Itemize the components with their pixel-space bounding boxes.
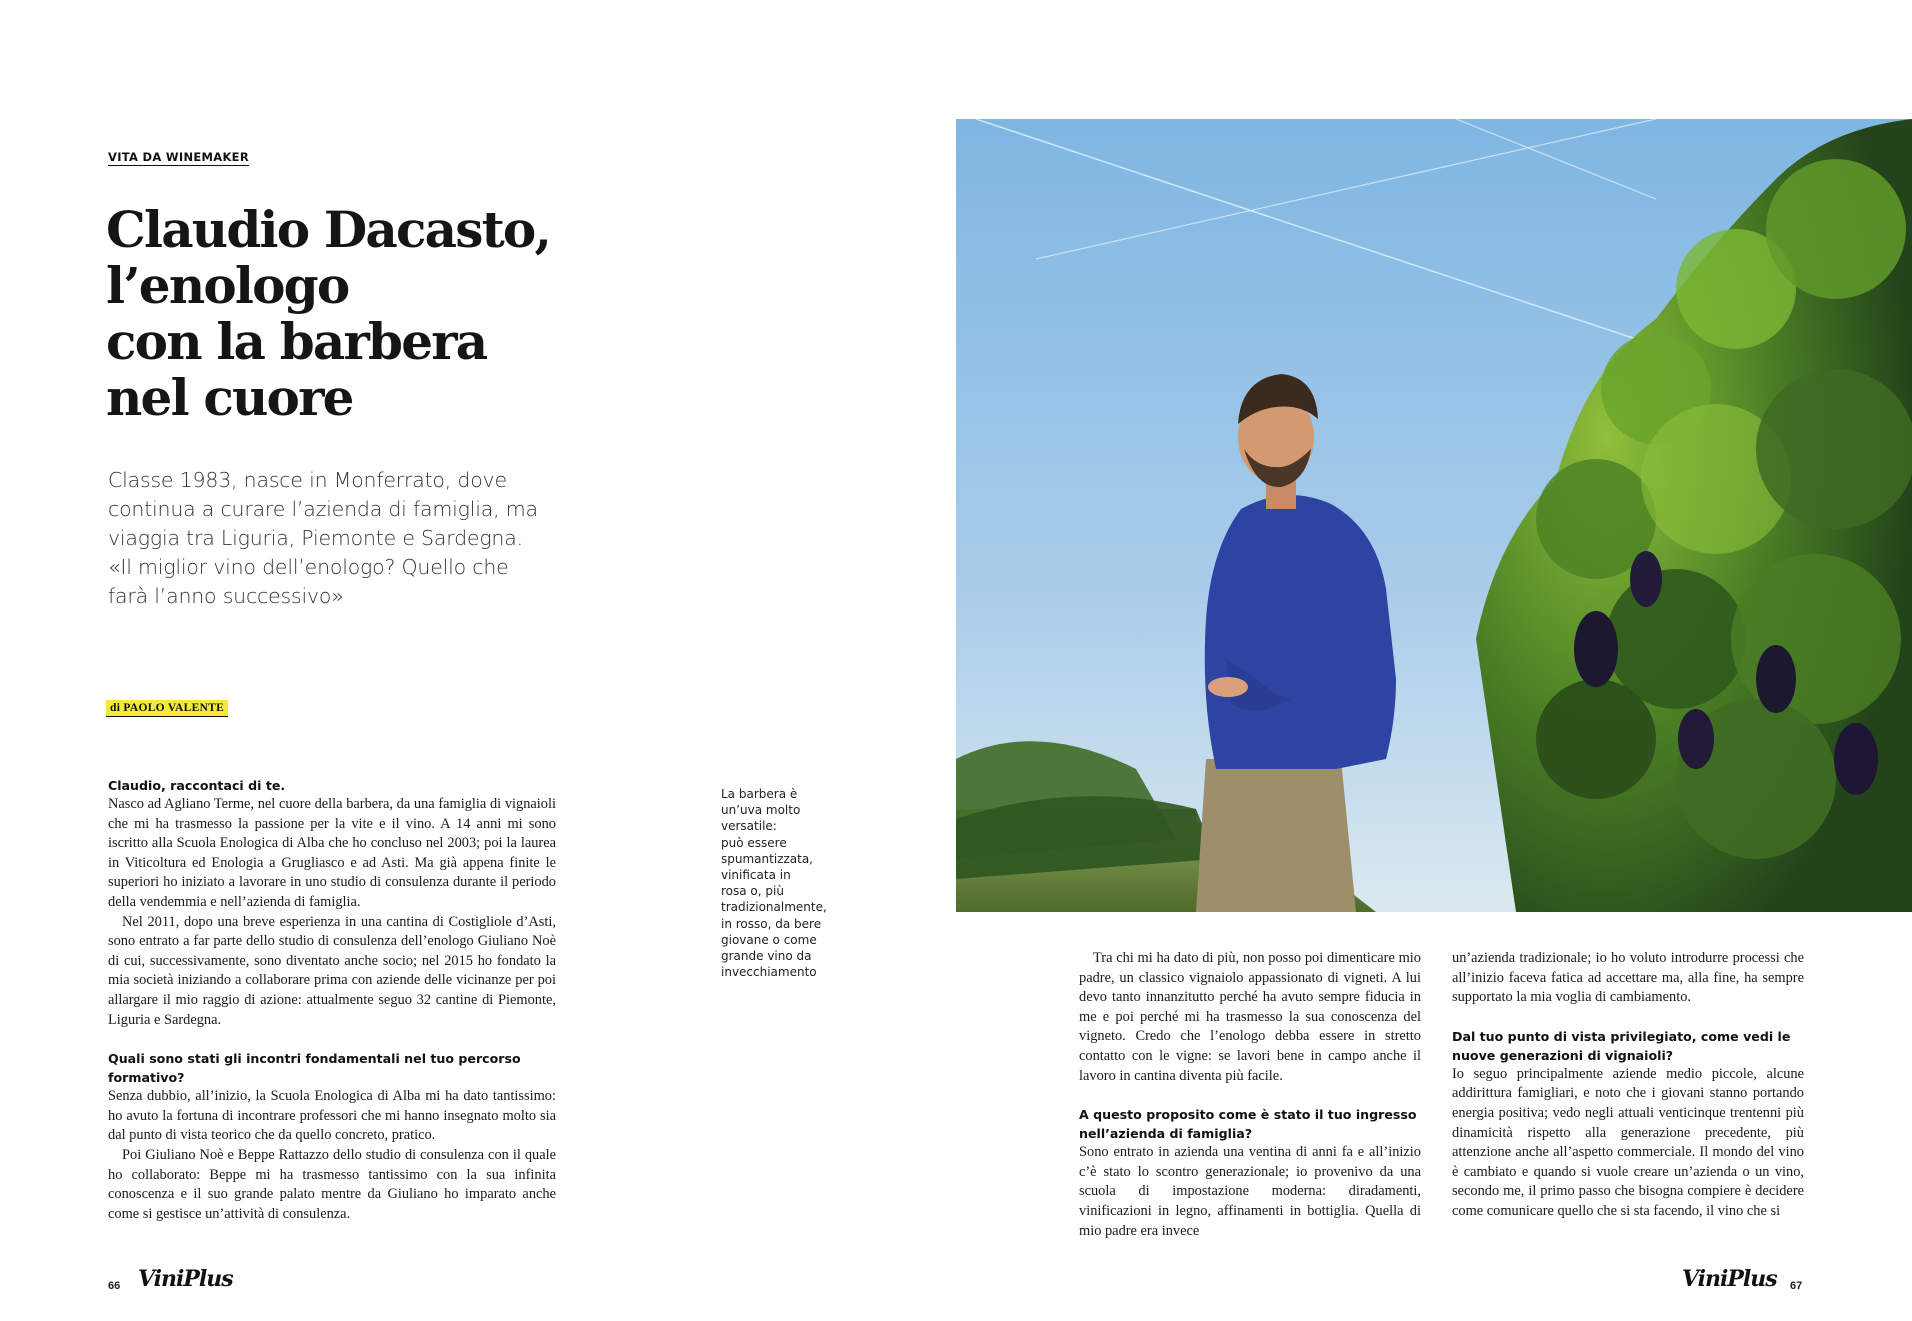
left-body-column xyxy=(108,776,556,1224)
headline-line-2: l’enologo xyxy=(106,256,349,315)
question-heading: Dal tuo punto di vista privilegiato, come vedi le nuove generazioni di vignaioli? xyxy=(1452,1028,1791,1063)
byline-author: PAOLO VALENTE xyxy=(123,702,225,714)
question-heading: Claudio, raccontaci di te. xyxy=(108,778,286,793)
right-body-column-1 xyxy=(1079,949,1421,1241)
caption-line: giovane o come xyxy=(721,932,817,947)
magazine-logo-left: ViniPlus xyxy=(138,1266,233,1292)
byline xyxy=(106,700,228,717)
body-paragraph: Nasco ad Agliano Terme, nel cuore della barbera, da una famiglia di vignaioli che mi ha trasmesso la passione per la vite e il vino. A 14 anni mi sono iscritto alla Scuola Enologica di Alba che ho concluso nel 2003; poi la laurea in Viticoltura ed Enologia a Grugliasco e ad Asti. Ma già appena finite le superiori ho iniziato a lavorare in uno studio di consulenza durante il periodo della vendemmia e nell’azienda di famiglia. xyxy=(108,796,556,910)
leaf-cluster xyxy=(1731,554,1901,724)
body-paragraph: Sono entrato in azienda una ventina di anni fa e all’inizio c’è stato lo scontro generazionale; io provenivo da una scuola di impostazione moderna: diradamenti, vinificazioni in legno, affinamenti in bottiglia. Quella di mio padre era invece xyxy=(1079,1144,1421,1239)
hand xyxy=(1208,677,1248,697)
trousers xyxy=(1196,759,1356,912)
body-paragraph: Senza dubbio, all’inizio, la Scuola Enologica di Alba mi ha dato tantissimo: ho avuto la fortuna di incontrare professori che mi hanno insegnato molto sia dal punto di vista teorico che da quello concreto, pratico. xyxy=(108,1088,556,1144)
page-number-right: 67 xyxy=(1790,1280,1803,1292)
caption-line: può essere xyxy=(721,835,787,850)
question-heading: Quali sono stati gli incontri fondamentali nel tuo percorso formativo? xyxy=(108,1051,521,1086)
section-label: VITA DA WINEMAKER xyxy=(108,150,249,164)
caption-line: La barbera è xyxy=(721,787,798,801)
caption-line: in rosso, da bere xyxy=(721,916,822,931)
vineyard-photo xyxy=(956,119,1912,912)
standfirst: Classe 1983, nasce in Monferrato, dove continua a curare l’azienda di famiglia, ma viaggia tra Liguria, Piemonte e Sardegna. «Il miglior vino dell’enologo? Quello che farà l’anno successivo» xyxy=(108,468,538,608)
grape-bunch xyxy=(1678,709,1714,769)
leaf-cluster xyxy=(1756,369,1912,529)
headline-line-3: con la barbera xyxy=(106,312,487,371)
caption-line: invecchiamento xyxy=(721,965,817,980)
byline-prefix: di xyxy=(110,702,121,714)
body-paragraph: un’azienda tradizionale; io ho voluto introdurre processi che all’inizio faceva fatica ad accettare ma, alla fine, ha sempre supportato la mia voglia di cambiamento. xyxy=(1452,950,1804,1006)
headline-line-1: Claudio Dacasto, xyxy=(106,200,551,259)
leaf-cluster xyxy=(1766,159,1906,299)
grape-bunch xyxy=(1630,551,1662,607)
caption-line: rosa o, più xyxy=(721,884,784,899)
magazine-logo-right: ViniPlus xyxy=(1682,1266,1777,1292)
caption-line: tradizionalmente, xyxy=(721,900,827,915)
grape-bunch xyxy=(1834,723,1878,795)
body-paragraph: Nel 2011, dopo una breve esperienza in una cantina di Costigliole d’Asti, sono entrato a far parte dello studio di consulenza dell’enologo Giuliano Noè di cui, successivamente, sono diventato anche socio; nel 2015 ho fondato la mia società iniziando a collaborare prima con aziende delle vicinanze per poi allargare il mio raggio di azione: attualmente seguo 32 cantine di Piemonte, Liguria e Sardegna. xyxy=(108,913,556,1028)
vineyard-photo-illustration xyxy=(956,119,1912,912)
caption-line: un’uva molto xyxy=(721,803,801,818)
leaf-cluster xyxy=(1536,679,1656,799)
body-paragraph: Io seguo principalmente aziende medio piccole, alcune addirittura famigliari, e noto che i giovani stanno portando energia positiva; vedo negli attuali venticinque trentenni più dinamicità rispetto alla generazione precedente, più attenzione anche all’aspetto commerciale. Il mondo del vino è cambiato e quando si vuole creare un’azienda o un vino, secondo me, il primo passo che bisogna compiere è decidere come comunicare quello che si sta facendo, il vino che si xyxy=(1452,1065,1804,1219)
photo-caption xyxy=(721,786,841,980)
question-heading: A questo proposito come è stato il tuo ingresso nell’azienda di famiglia? xyxy=(1079,1107,1417,1142)
headline xyxy=(106,202,626,426)
caption-line: versatile: xyxy=(721,819,777,834)
caption-line: vinificata in xyxy=(721,868,791,883)
grape-bunch xyxy=(1574,611,1618,687)
caption-line: spumantizzata, xyxy=(721,851,813,866)
right-body-column-2 xyxy=(1452,949,1804,1222)
headline-line-4: nel cuore xyxy=(106,368,353,427)
body-paragraph: Tra chi mi ha dato di più, non posso poi dimenticare mio padre, un classico vignaiolo appassionato di vigneti. A lui devo tanto innanzitutto perché ha avuto sempre fiducia in me e poi perché mi ha trasmesso la sua conoscenza del vigneto. Credo che l’enologo debba essere in stretto contatto con le vigne: se lavori bene in campo anche il lavoro in cantina diventa più facile. xyxy=(1079,950,1421,1084)
grape-bunch xyxy=(1756,645,1796,713)
body-paragraph: Poi Giuliano Noè e Beppe Rattazzo dello studio di consulenza con il quale ho collaborato: Beppe mi ha trasmesso tantissimo con la sua infinita conoscenza e il suo grande palato mentre da Giuliano ho imparato anche come si gestisce un’attività di consulenza. xyxy=(108,1146,556,1222)
caption-line: grande vino da xyxy=(721,949,812,964)
page-number-left: 66 xyxy=(108,1280,121,1292)
